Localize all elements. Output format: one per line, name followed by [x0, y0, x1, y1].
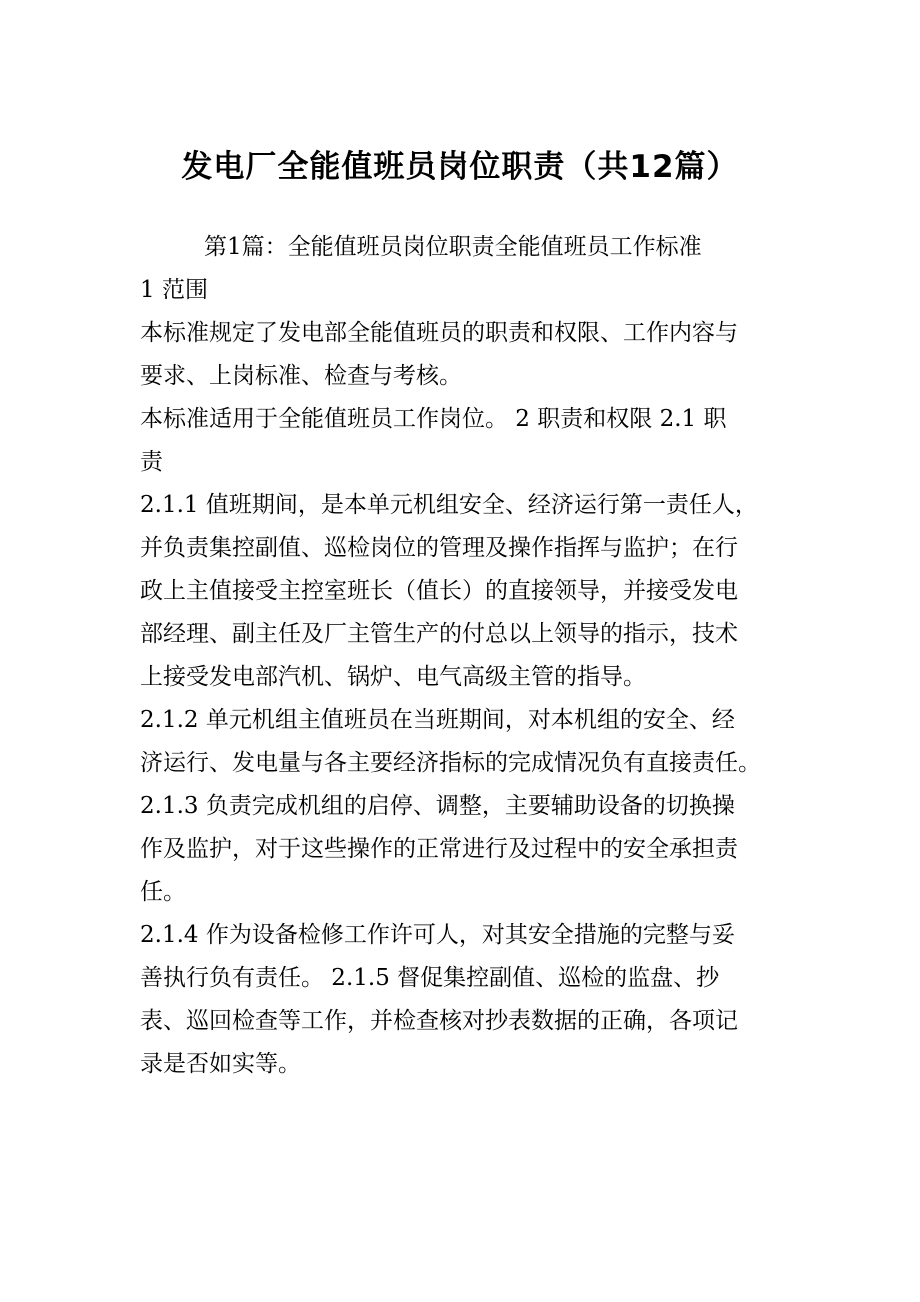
text-line: 2.1.3 负责完成机组的启停、调整，主要辅助设备的切换操 — [140, 793, 735, 819]
text-line: 本标准适用于全能值班员工作岗位。 2 职责和权限 2.1 职 — [140, 406, 727, 432]
text-line: 录是否如实等。 — [140, 1051, 301, 1077]
text-line: 政上主值接受主控室班长（值长）的直接领导，并接受发电 — [140, 578, 738, 604]
text-line: 任。 — [140, 879, 186, 905]
text-line: 责 — [140, 449, 163, 475]
text-line: 并负责集控副值、巡检岗位的管理及操作指挥与监护；在行 — [140, 535, 738, 561]
text-line: 部经理、副主任及厂主管生产的付总以上领导的指示，技术 — [140, 621, 738, 647]
text-line: 善执行负有责任。 2.1.5 督促集控副值、巡检的监盘、抄 — [140, 965, 720, 991]
text-line: 2.1.1 值班期间，是本单元机组安全、经济运行第一责任人， — [140, 492, 758, 518]
text-line: 本标准规定了发电部全能值班员的职责和权限、工作内容与 — [140, 320, 738, 346]
document-body — [140, 226, 782, 1086]
text-line: 上接受发电部汽机、锅炉、电气高级主管的指导。 — [140, 664, 646, 690]
text-line: 要求、上岗标准、检查与考核。 — [140, 363, 462, 389]
document-title: 发电厂全能值班员岗位职责（共12篇） — [181, 149, 739, 185]
text-line: 表、巡回检查等工作，并检查核对抄表数据的正确，各项记 — [140, 1008, 738, 1034]
text-line: 作及监护，对于这些操作的正常进行及过程中的安全承担责 — [140, 836, 738, 862]
text-line: 济运行、发电量与各主要经济指标的完成情况负有直接责任。 — [140, 750, 761, 776]
text-line: 2.1.2 单元机组主值班员在当班期间，对本机组的安全、经 — [140, 707, 735, 733]
text-line: 1 范围 — [140, 277, 208, 303]
text-line: 2.1.4 作为设备检修工作许可人，对其安全措施的完整与妥 — [140, 922, 735, 948]
section-heading: 第1篇：全能值班员岗位职责全能值班员工作标准 — [204, 234, 702, 260]
